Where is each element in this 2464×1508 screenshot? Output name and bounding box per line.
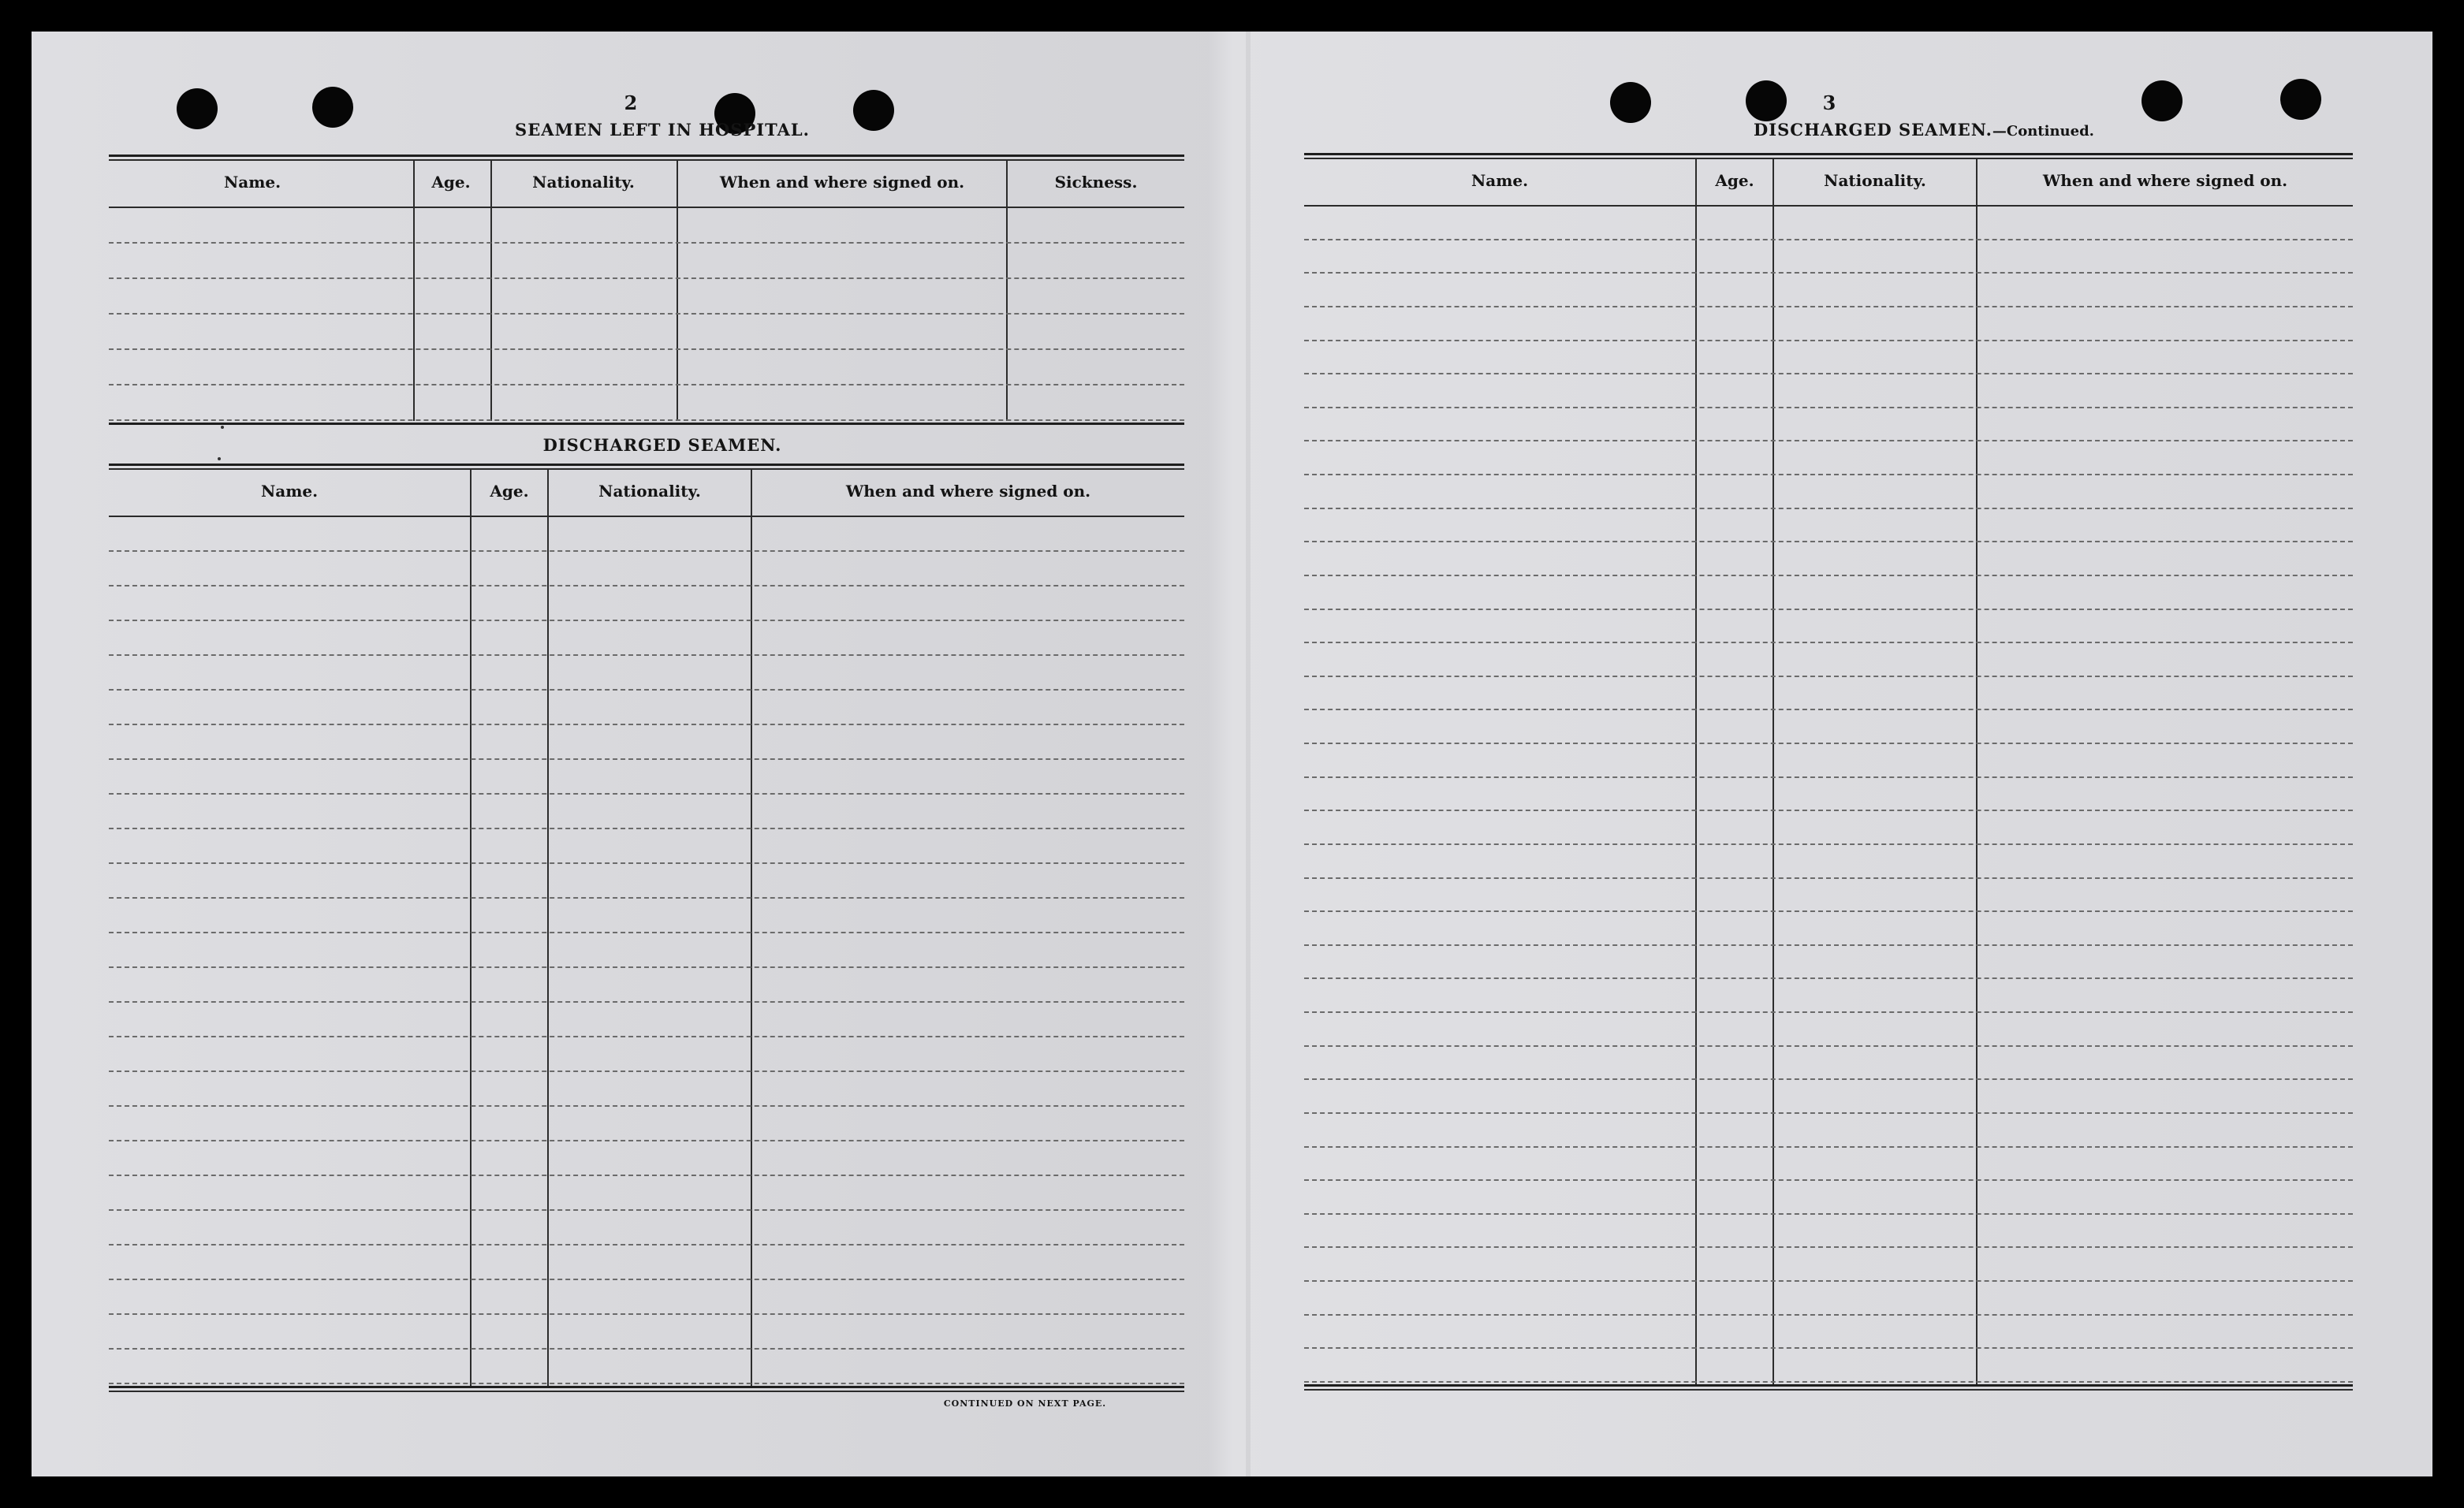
table-row — [1304, 1078, 2353, 1080]
col-header-name: Name. — [1471, 171, 1529, 190]
table-row — [109, 793, 1184, 795]
col-header-nationality: Nationality. — [1824, 171, 1926, 190]
col-header-when-where: When and where signed on. — [845, 482, 1091, 501]
col-header-nationality: Nationality. — [532, 173, 635, 192]
table-row — [109, 1140, 1184, 1141]
column-divider — [470, 470, 472, 1387]
table-row — [1304, 1246, 2353, 1248]
table-row — [109, 966, 1184, 968]
table-row — [1304, 508, 2353, 509]
column-divider — [1976, 159, 1978, 1386]
table-row — [1304, 1347, 2353, 1349]
ink-speck — [221, 426, 224, 429]
table-row — [1304, 843, 2353, 845]
col-header-age: Age. — [1715, 171, 1754, 190]
page-number-left: 2 — [624, 91, 638, 114]
table-row — [109, 758, 1184, 760]
table-row — [1304, 642, 2353, 643]
punch-hole — [1746, 80, 1787, 121]
table-row — [1304, 340, 2353, 341]
table-row — [1304, 407, 2353, 408]
column-divider — [547, 470, 549, 1387]
table-row — [1304, 1146, 2353, 1148]
table-rule — [109, 464, 1184, 466]
discharged-section-title: DISCHARGED SEAMEN. — [542, 435, 782, 455]
table-row — [109, 1036, 1184, 1037]
table-row — [1304, 810, 2353, 811]
table-row — [109, 1070, 1184, 1072]
column-divider — [751, 470, 752, 1387]
table-row — [109, 348, 1184, 350]
table-row — [1304, 1112, 2353, 1114]
table-row — [1304, 776, 2353, 778]
punch-hole — [177, 88, 218, 129]
table-rule — [1304, 1384, 2353, 1387]
table-rule — [109, 1386, 1184, 1388]
form-sheet — [32, 32, 2432, 1476]
col-header-when-where: When and where signed on. — [2042, 171, 2288, 190]
column-divider — [413, 161, 415, 421]
column-divider — [1773, 159, 1774, 1386]
table-row — [1304, 609, 2353, 610]
table-rule — [109, 207, 1184, 208]
table-row — [109, 1313, 1184, 1315]
table-row — [1304, 1314, 2353, 1316]
punch-hole — [1610, 82, 1651, 123]
table-row — [1304, 676, 2353, 677]
table-row — [1304, 910, 2353, 912]
continued-footer: CONTINUED ON NEXT PAGE. — [943, 1398, 1107, 1409]
hospital-section-title: SEAMEN LEFT IN HOSPITAL. — [515, 120, 810, 140]
table-row — [109, 1279, 1184, 1280]
col-header-name: Name. — [260, 482, 319, 501]
table-row — [1304, 877, 2353, 879]
table-row — [109, 1244, 1184, 1245]
table-row — [1304, 1011, 2353, 1013]
table-row — [109, 550, 1184, 552]
table-row — [109, 277, 1184, 279]
table-row — [109, 620, 1184, 621]
table-row — [109, 932, 1184, 933]
table-row — [1304, 709, 2353, 710]
col-header-age: Age. — [490, 482, 529, 501]
table-row — [1304, 440, 2353, 441]
page-number-right: 3 — [1822, 91, 1836, 114]
table-rule — [1304, 1389, 2353, 1391]
discharged-continued-title — [1530, 120, 2318, 140]
table-row — [109, 1001, 1184, 1003]
table-row — [109, 654, 1184, 656]
table-rule — [1304, 153, 2353, 155]
table-row — [109, 1105, 1184, 1107]
col-header-age: Age. — [431, 173, 471, 192]
punch-hole — [2142, 80, 2183, 121]
table-row — [109, 1175, 1184, 1176]
table-row — [1304, 1179, 2353, 1181]
table-row — [1304, 1381, 2353, 1383]
col-header-when-where: When and where signed on. — [719, 173, 965, 192]
table-rule — [109, 1391, 1184, 1392]
table-row — [1304, 977, 2353, 979]
table-row — [1304, 474, 2353, 475]
table-rule — [109, 423, 1184, 425]
col-header-name: Name. — [223, 173, 281, 192]
col-header-sickness: Sickness. — [1054, 173, 1138, 192]
table-row — [109, 724, 1184, 725]
table-row — [109, 1383, 1184, 1384]
table-row — [109, 585, 1184, 586]
table-row — [109, 1348, 1184, 1350]
table-row — [1304, 239, 2353, 240]
table-rule — [109, 155, 1184, 157]
table-row — [109, 897, 1184, 899]
table-row — [109, 313, 1184, 315]
table-row — [109, 828, 1184, 829]
table-row — [109, 862, 1184, 864]
table-row — [1304, 743, 2353, 744]
table-row — [1304, 944, 2353, 946]
table-rule — [109, 516, 1184, 517]
column-divider — [677, 161, 678, 421]
page-fold — [1246, 32, 1251, 1476]
table-row — [109, 1209, 1184, 1211]
table-row — [1304, 1045, 2353, 1047]
column-divider — [490, 161, 492, 421]
col-header-nationality: Nationality. — [598, 482, 701, 501]
table-rule — [1304, 205, 2353, 207]
discharged-continued-title-main: DISCHARGED SEAMEN. — [1754, 120, 1992, 140]
table-row — [1304, 575, 2353, 576]
table-row — [109, 242, 1184, 244]
table-row — [109, 384, 1184, 385]
discharged-continued-title-suffix: —Continued. — [1992, 123, 2094, 140]
table-row — [1304, 1213, 2353, 1215]
table-row — [1304, 373, 2353, 374]
punch-hole — [2280, 79, 2321, 120]
ink-speck — [218, 457, 221, 460]
column-divider — [1695, 159, 1697, 1386]
column-divider — [1006, 161, 1008, 421]
table-row — [1304, 1280, 2353, 1282]
table-row — [1304, 306, 2353, 307]
table-row — [109, 419, 1184, 421]
table-row — [1304, 541, 2353, 542]
table-row — [109, 689, 1184, 691]
table-row — [1304, 272, 2353, 274]
